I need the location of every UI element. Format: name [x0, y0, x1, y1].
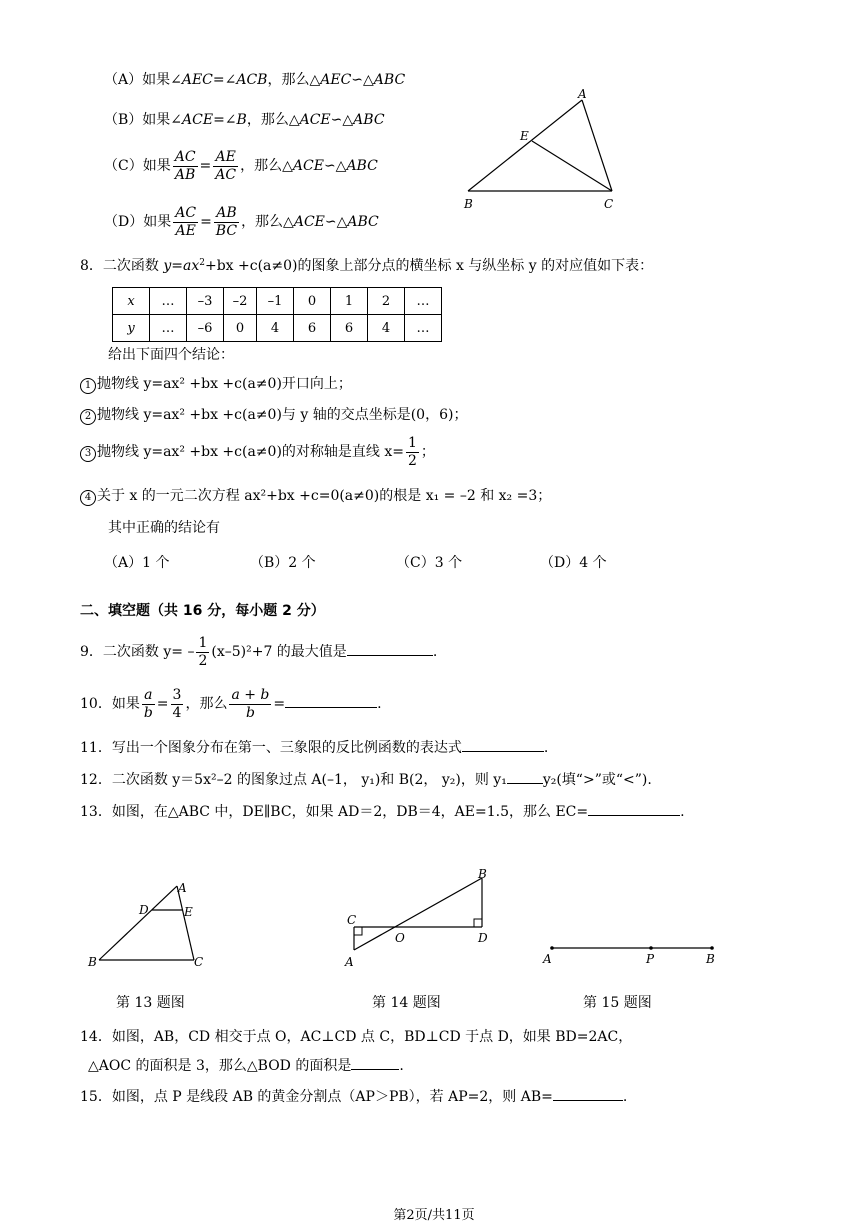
label-d: D — [478, 931, 488, 945]
section-title: 二、填空题（共 16 分，每小题 2 分） — [80, 603, 325, 619]
q8-option-b: （B）2 个 — [250, 555, 316, 571]
label-c: C — [347, 913, 357, 927]
q9-answer-blank[interactable] — [347, 641, 433, 656]
q8-ask: 其中正确的结论有 — [108, 520, 220, 536]
figure-15 — [540, 938, 725, 974]
label-b: B — [88, 955, 97, 969]
q9: 9．二次函数 y= – $\frac{1}{2}$ (x–5)²+7 的最大值是 . — [80, 634, 438, 669]
q12-answer-blank[interactable] — [507, 769, 543, 784]
label-d: D — [139, 903, 149, 917]
q13: 13．如图，在△ABC 中，DE∥BC，如果 AD＝2，DB＝4，AE=1.5，那么 EC= . — [80, 801, 685, 822]
q11-answer-blank[interactable] — [462, 737, 544, 752]
figure-14-caption: 第 14 题图 — [372, 995, 441, 1011]
page-number: 第2页/共11页 — [393, 1208, 475, 1223]
q8-option-d: （D）4 个 — [540, 555, 607, 571]
table-row: x … –3 –2 –1 0 1 2 … — [113, 288, 442, 315]
figure-13 — [84, 876, 214, 976]
q14-line-2: △AOC 的面积是 3，那么△BOD 的面积是 . — [88, 1055, 404, 1076]
q7-option-d: （D）如果 $\frac{AC}{AE}$ = $\frac{AB}{BC}$ ，那么△ACE∽△ABC — [104, 204, 379, 239]
q13-answer-blank[interactable] — [588, 801, 680, 816]
q7-triangle-figure — [460, 86, 630, 216]
label-b: B — [464, 197, 473, 211]
label-b: B — [706, 952, 715, 966]
q8-given: 给出下面四个结论： — [108, 347, 234, 363]
q11: 11．写出一个图象分布在第一、三象限的反比例函数的表达式 . — [80, 737, 548, 758]
label-a: A — [578, 87, 587, 101]
q8-option-c: （C）3 个 — [396, 555, 463, 571]
q12: 12．二次函数 y＝5x²–2 的图象过点 A(–1， y₁)和 B(2， y₂)，则 y₁ y₂(填“>”或“<”). — [80, 769, 652, 790]
q8-conclusion-2: 2 抛物线 y=ax² +bx +c(a≠0)与 y 轴的交点坐标是(0，6)； — [80, 405, 467, 425]
figure-13-caption: 第 13 题图 — [116, 995, 185, 1011]
label-p: P — [646, 952, 655, 966]
q8-value-table — [112, 287, 442, 342]
label-c: C — [194, 955, 204, 969]
q8-option-a: （A）1 个 — [104, 555, 170, 571]
q10-answer-blank[interactable] — [285, 693, 377, 708]
q8-conclusion-3: 3 抛物线 y=ax² +bx +c(a≠0)的对称轴是直线 x= $\frac{1}{2}$ ； — [80, 434, 435, 470]
q7-option-c: （C）如果 $\frac{AC}{AB}$ = $\frac{AE}{AC}$ ，那么△ACE∽△ABC — [104, 148, 378, 183]
q10: 10．如果 $\frac{a}{b}$ = $\frac{3}{4}$ ，那么 $\frac{a + b}{b}$ = . — [80, 686, 382, 721]
table-row: y … –6 0 4 6 6 4 … — [113, 315, 442, 342]
label-b: B — [478, 867, 487, 881]
q14-answer-blank[interactable] — [351, 1055, 399, 1070]
q15: 15．如图，点 P 是线段 AB 的黄金分割点（AP＞PB），若 AP=2，则 AB= . — [80, 1086, 627, 1107]
label-e: E — [184, 905, 193, 919]
figure-15-caption: 第 15 题图 — [583, 995, 652, 1011]
figure-14 — [340, 864, 500, 974]
q15-answer-blank[interactable] — [553, 1086, 623, 1101]
q14-line-1: 14．如图，AB，CD 相交于点 O，AC⊥CD 点 C，BD⊥CD 于点 D，如果 BD=2AC， — [80, 1029, 633, 1045]
label-c: C — [604, 197, 614, 211]
label-e: E — [520, 129, 529, 143]
q7-option-b: （B）如果∠ACE=∠B，那么△ACE∽△ABC — [104, 112, 385, 128]
label-a: A — [178, 881, 187, 895]
q8-conclusion-1: 1 抛物线 y=ax² +bx +c(a≠0)开口向上； — [80, 374, 352, 394]
q8-conclusion-4: 4 关于 x 的一元二次方程 ax²+bx +c=0(a≠0)的根是 x₁ = –2 和 x₂ =3； — [80, 486, 551, 506]
label-a: A — [543, 952, 552, 966]
q8-stem: 8．二次函数 $y=ax^2+bx +c(a\ne 0)$的图象上部分点的横坐标 x 与纵坐标 y 的对应值如下表： — [80, 258, 654, 274]
q7-option-a: （A）如果∠AEC=∠ACB，那么△AEC∽△ABC — [104, 72, 406, 88]
label-a: A — [345, 955, 354, 969]
label-o: O — [395, 931, 405, 945]
